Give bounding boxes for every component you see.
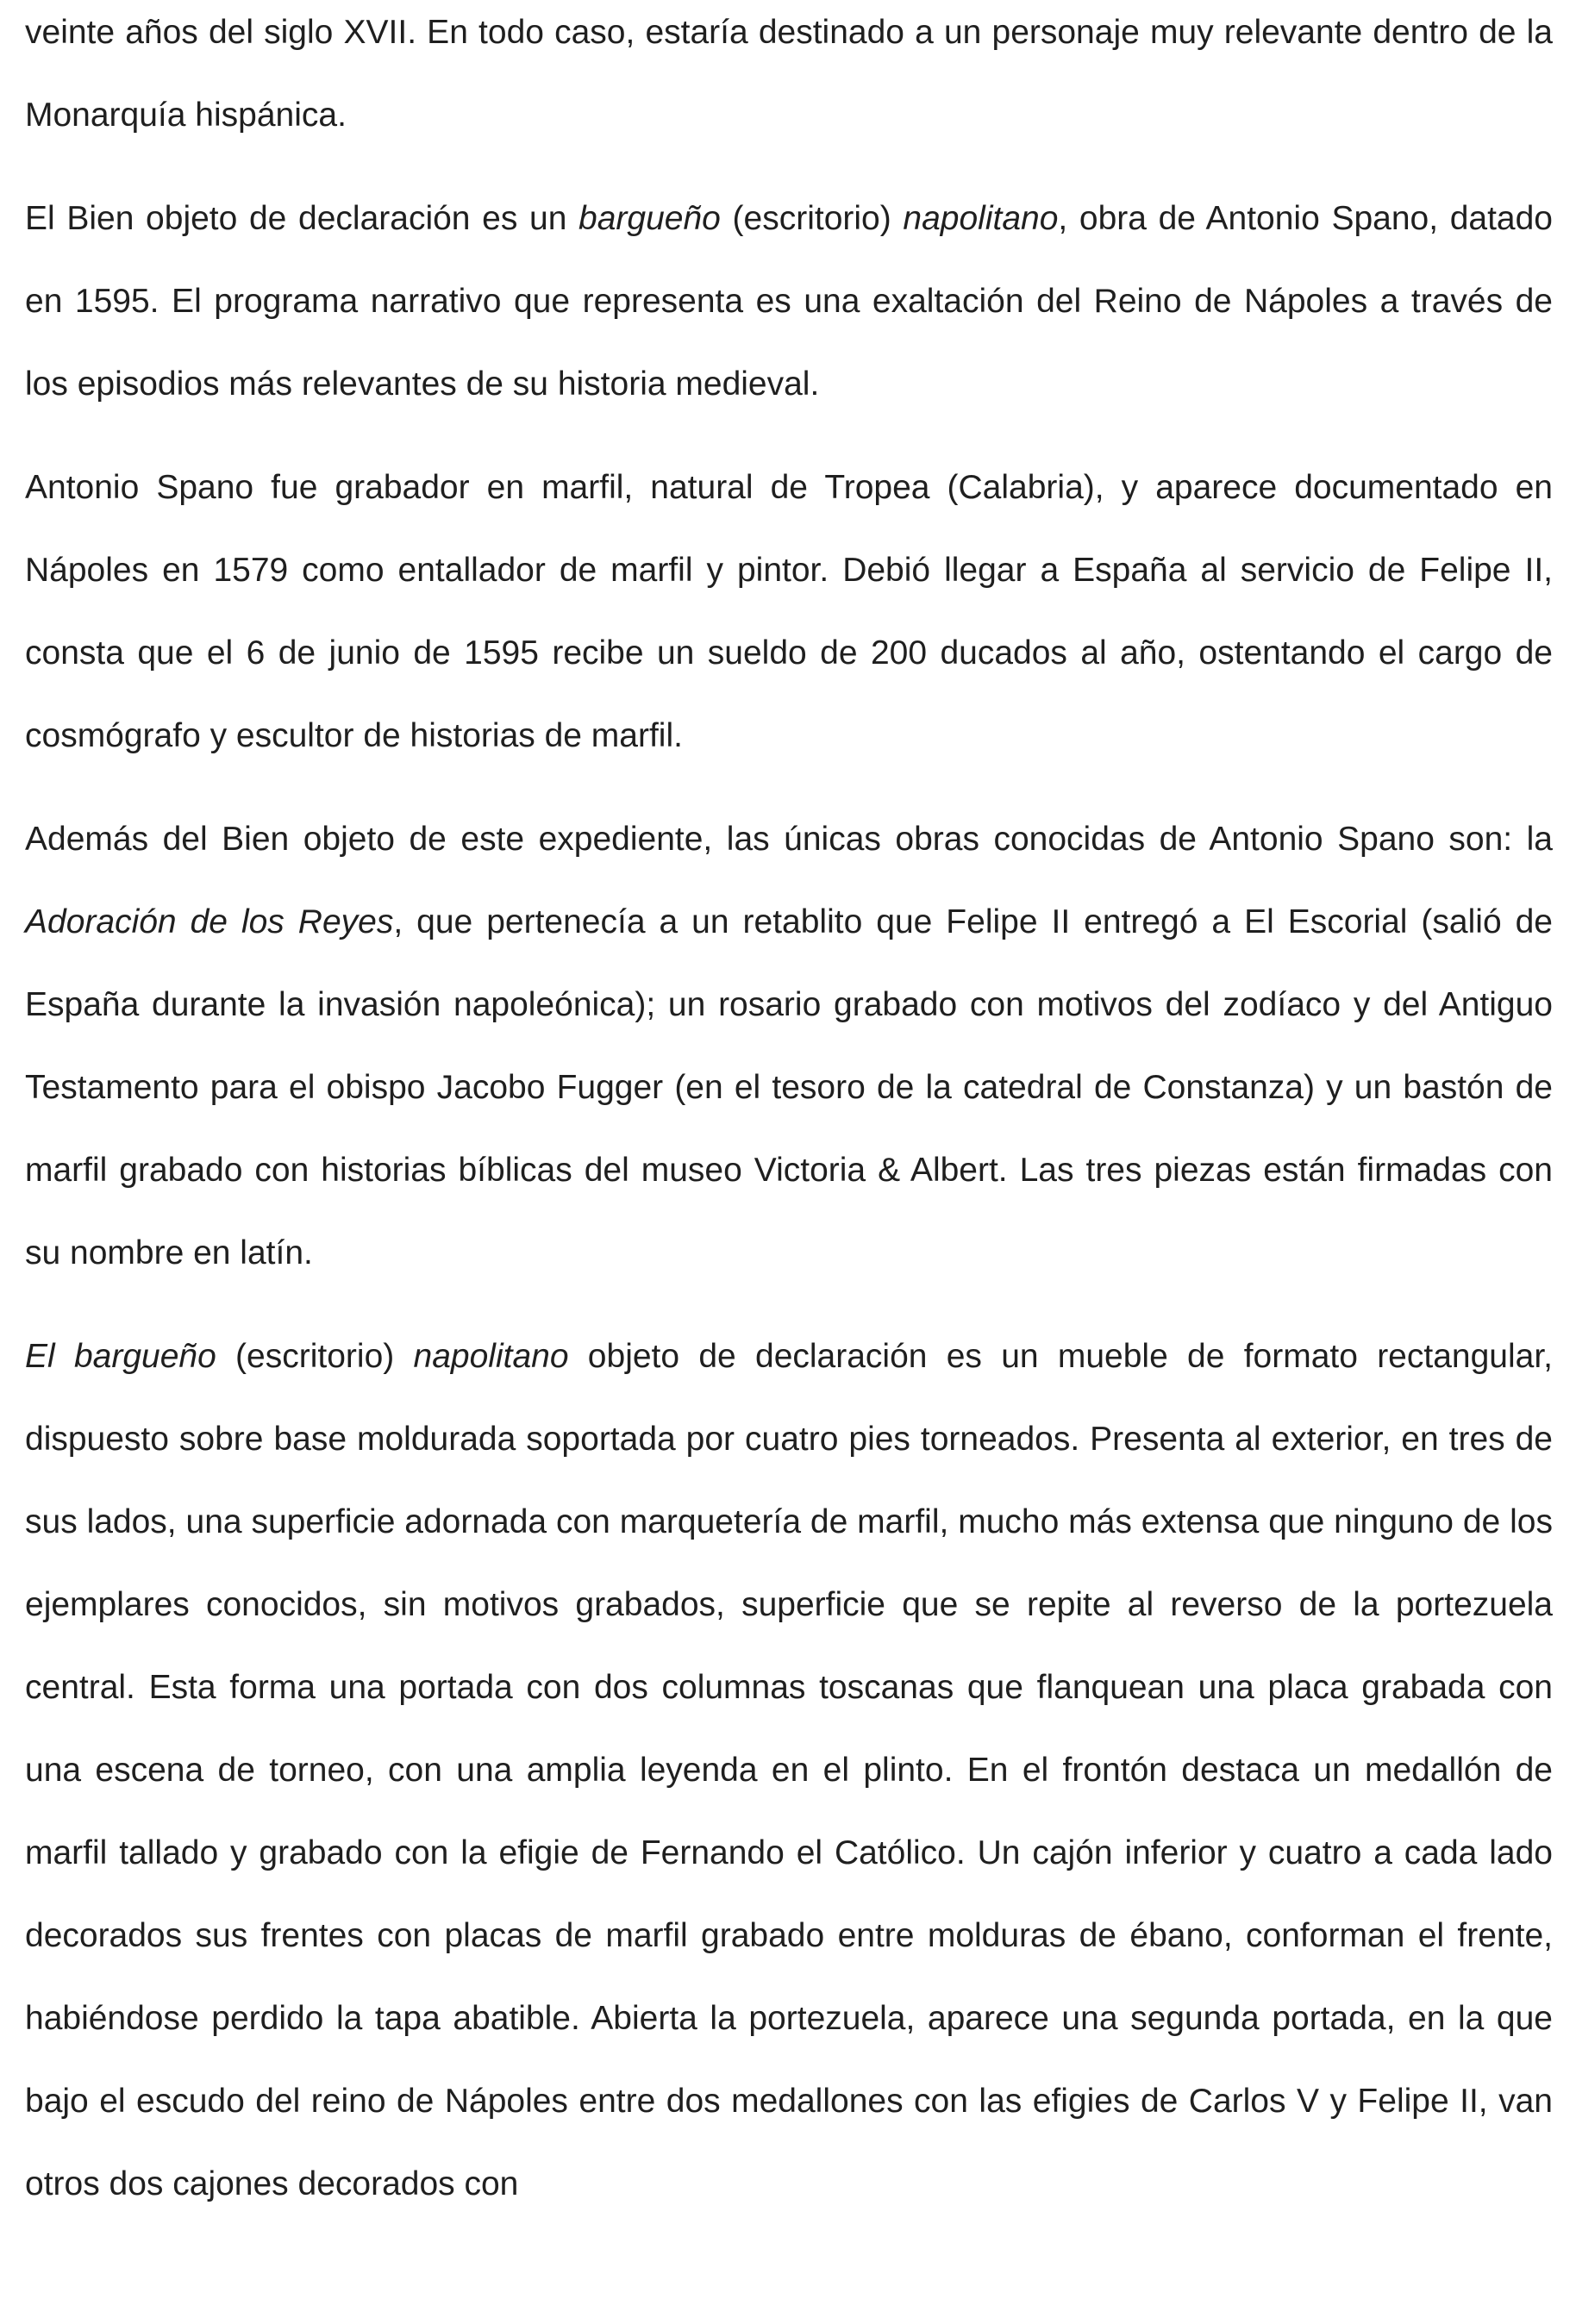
paragraph-1-text: veinte años del siglo XVII. En todo caso, estaría destinado a un personaje muy relevante dentro de la Monarquía hispánica. [25, 14, 1553, 134]
paragraph-4-italic-adoracion: Adoración de los Reyes [25, 903, 394, 940]
paragraph-5-italic-el-bargueno: El bargueño [25, 1338, 216, 1375]
paragraph-2-text: El Bien objeto de declaración es un [25, 200, 579, 237]
paragraph-3-text: Antonio Spano fue grabador en marfil, natural de Tropea (Calabria), y aparece documentado en Nápoles en 1579 como entallador de marfil y pintor. Debió llegar a España al servicio de Felipe II, consta que el 6 de junio de 1595 recibe un sueldo de 200 ducados al año, ostentando el cargo de cosmógrafo y escultor de historias de marfil. [25, 469, 1553, 754]
paragraph-4 [25, 798, 1553, 1295]
paragraph-5-italic-napolitano: napolitano [413, 1338, 569, 1375]
paragraph-4-text: , que pertenecía a un retablito que Felipe II entregó a El Escorial (salió de España durante la invasión napoleónica); un rosario grabado con motivos del zodíaco y del Antiguo Testamento para el obispo Jacobo Fugger (en el tesoro de la catedral de Constanza) y un bastón de marfil grabado con historias bíblicas del museo Victoria & Albert. Las tres piezas están firmadas con su nombre en latín. [25, 903, 1553, 1271]
document-page [25, 0, 1553, 2226]
paragraph-2-italic-napolitano: napolitano [903, 200, 1059, 237]
paragraph-5-text: objeto de declaración es un mueble de formato rectangular, dispuesto sobre base moldurada soportada por cuatro pies torneados. Presenta al exterior, en tres de sus lados, una superficie adornada con marquetería de marfil, mucho más extensa que ninguno de los ejemplares conocidos, sin motivos grabados, superficie que se repite al reverso de la portezuela central. Esta forma una portada con dos columnas toscanas que flanquean una placa grabada con una escena de torneo, con una amplia leyenda en el plinto. En el frontón destaca un medallón de marfil tallado y grabado con la efigie de Fernando el Católico. Un cajón inferior y cuatro a cada lado decorados sus frentes con placas de marfil grabado entre molduras de ébano, conforman el frente, habiéndose perdido la tapa abatible. Abierta la portezuela, aparece una segunda portada, en la que bajo el escudo del reino de Nápoles entre dos medallones con las efigies de Carlos V y Felipe II, van otros dos cajones decorados con [25, 1338, 1553, 2202]
paragraph-5-text: (escritorio) [216, 1338, 414, 1375]
paragraph-1 [25, 0, 1553, 157]
paragraph-4-text: Además del Bien objeto de este expediente, las únicas obras conocidas de Antonio Spano son: la [25, 821, 1553, 858]
paragraph-3 [25, 447, 1553, 778]
paragraph-2 [25, 178, 1553, 426]
paragraph-2-text: (escritorio) [720, 200, 904, 237]
paragraph-2-italic-bargueno: bargueño [578, 200, 721, 237]
paragraph-2-text: , obra de Antonio Spano, datado en 1595. El programa narrativo que representa es una exaltación del Reino de Nápoles a través de los episodios más relevantes de su historia medieval. [25, 200, 1553, 403]
paragraph-5 [25, 1315, 1553, 2226]
